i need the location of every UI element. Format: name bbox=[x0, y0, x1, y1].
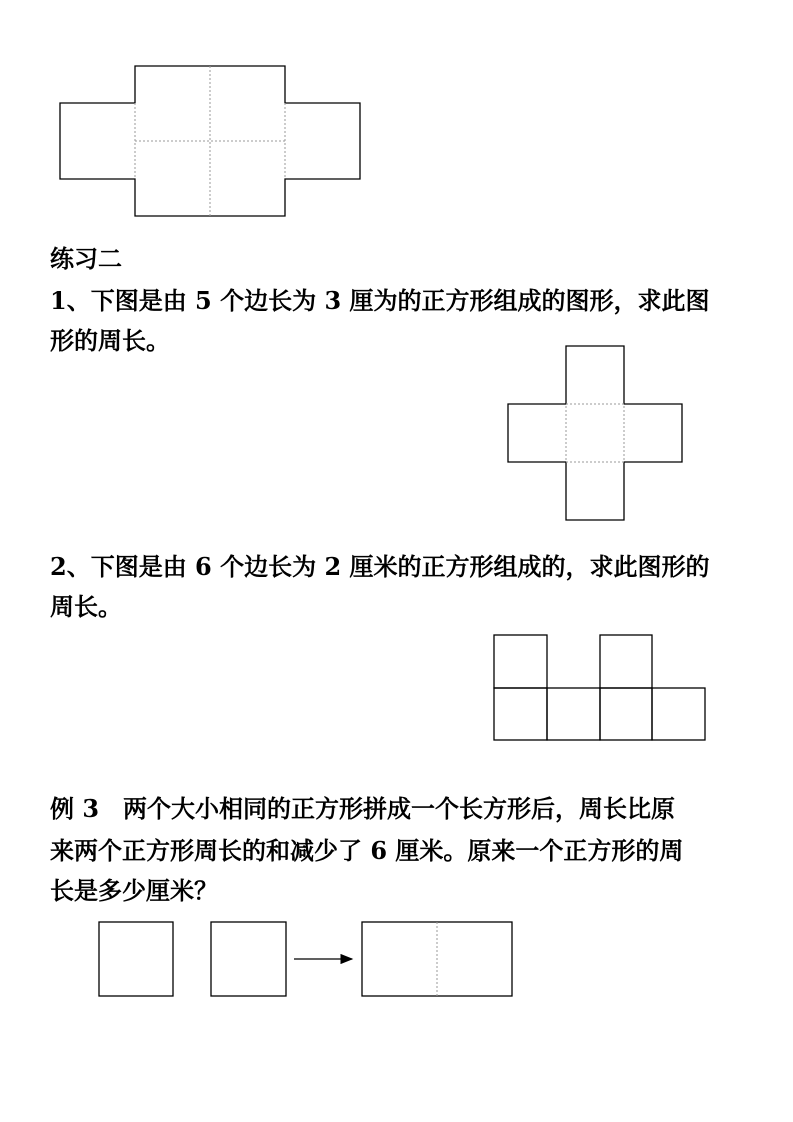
section-title: 练习二 bbox=[50, 244, 122, 273]
example3-line2: 来两个正方形周长的和减少了 6 厘米。原来一个正方形的周 bbox=[50, 836, 684, 865]
problem1-line2: 形的周长。 bbox=[50, 326, 170, 355]
problem2-line2: 周长。 bbox=[50, 592, 122, 621]
problem1-line1: 1、下图是由 5 个边长为 3 厘为的正方形组成的图形，求此图 bbox=[50, 286, 710, 315]
example3-line1: 例 3 两个大小相同的正方形拼成一个长方形后，周长比原 bbox=[50, 794, 676, 823]
square-right bbox=[211, 922, 286, 996]
example3-line3: 长是多少厘米？ bbox=[50, 876, 218, 905]
square-left bbox=[99, 922, 173, 996]
problem2-line1: 2、下图是由 6 个边长为 2 厘米的正方形组成的，求此图形的 bbox=[50, 552, 710, 581]
